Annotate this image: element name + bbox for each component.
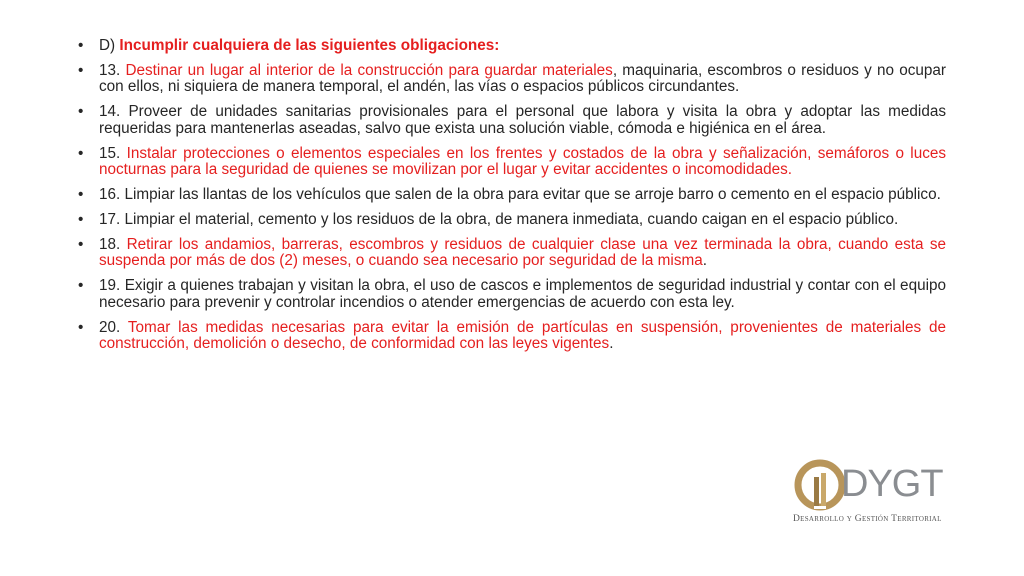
item-number: 20. <box>99 318 128 336</box>
heading-prefix: D) <box>99 37 120 54</box>
item-text: 17. Limpiar el material, cemento y los residuos de la obra, de manera inmediata, cuando caigan en el espacio público. <box>99 210 899 228</box>
list-item-17 <box>78 212 946 229</box>
item-highlight: Instalar protecciones o elementos especiales en los frentes y costados de la obra y señalización, semáforos o luces nocturnas para la seguridad de quienes se movilizan por el lugar y evitar accidentes o incomodidades. <box>99 144 947 179</box>
item-text: 14. Proveer de unidades sanitarias provisionales para el personal que labora y visita la obra y adoptar las medidas requeridas para mantenerlas aseadas, salvo que exista una solución viable, cómoda e higiénica en el área. <box>99 103 946 137</box>
list-item-16 <box>78 187 946 204</box>
logo-subtitle: Desarrollo y Gestión Territorial <box>793 514 942 524</box>
obligations-list <box>78 38 946 353</box>
heading-title: Incumplir cualquiera de las siguientes obligaciones: <box>119 37 500 54</box>
item-highlight: Tomar las medidas necesarias para evitar la emisión de partículas en suspensión, provenientes de materiales de construcción, demolición o desecho, de conformidad con las leyes vigentes <box>99 318 946 353</box>
item-text: . <box>702 252 707 270</box>
item-text: 16. Limpiar las llantas de los vehículos que salen de la obra para evitar que se arroje barro o cemento en el espacio público. <box>99 186 941 204</box>
list-item-14 <box>78 104 946 137</box>
item-highlight: Destinar un lugar al interior de la construcción para guardar materiales <box>125 61 613 79</box>
list-item-19 <box>78 278 946 311</box>
list-item-18 <box>78 237 946 270</box>
list-item-13 <box>78 63 946 96</box>
list-item-15 <box>78 146 946 179</box>
item-number: 15. <box>99 144 127 162</box>
item-text: 19. Exigir a quienes trabajan y visitan la obra, el uso de cascos e implementos de seguridad industrial y contar con el equipo necesario para prevenir y controlar incendios o atender emergencias de acuerdo con esta ley. <box>99 277 946 311</box>
slide-content <box>78 38 946 361</box>
logo-wordmark: DYGT <box>841 463 943 505</box>
list-item-20 <box>78 320 946 353</box>
item-text: , maquinaria, escombros o residuos y no ocupar con ellos, ni siquiera de manera temporal, el andén, las vías o espacios públicos circundantes. <box>99 61 946 96</box>
item-highlight: Retirar los andamios, barreras, escombros y residuos de cualquier clase una vez terminada la obra, cuando esta se suspenda por más de dos (2) meses, o cuando sea necesario por seguridad de la misma <box>99 235 946 270</box>
item-text: . <box>609 335 614 353</box>
item-number: 13. <box>99 61 126 79</box>
section-heading <box>78 38 946 55</box>
item-number: 18. <box>99 235 127 253</box>
dygt-logo <box>792 457 967 532</box>
